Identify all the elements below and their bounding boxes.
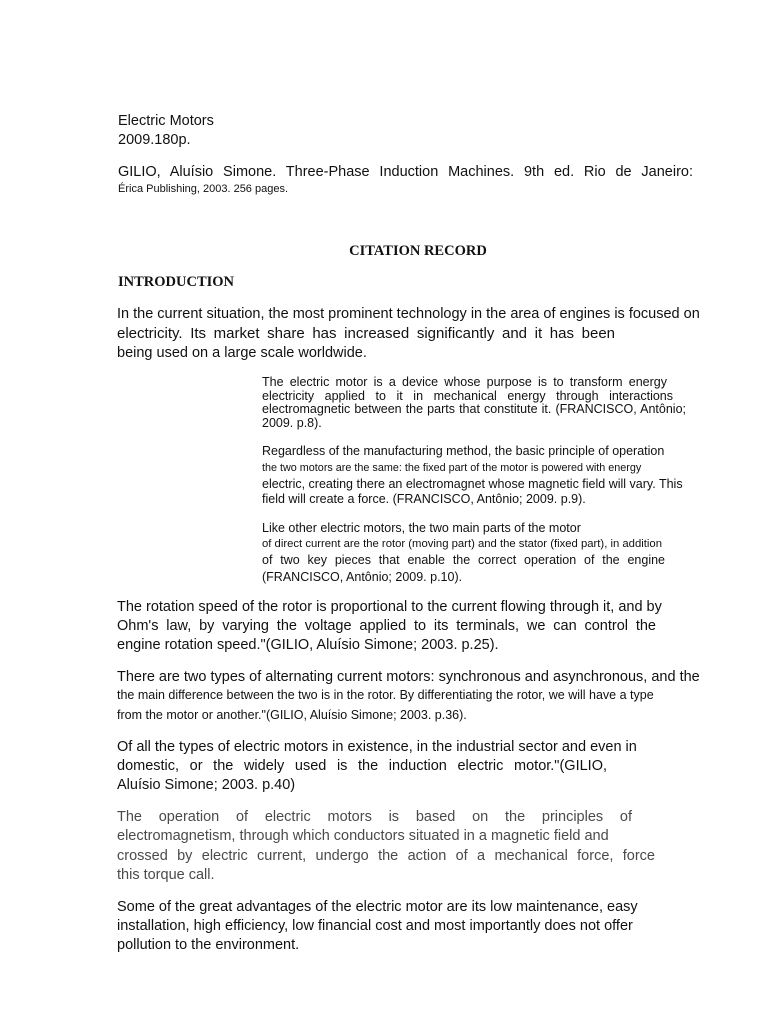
reference-line-2: Érica Publishing, 2003. 256 pages. bbox=[118, 183, 289, 195]
quote-2-line-3: electric, creating there an electromagnet whose magnetic field will vary. This bbox=[262, 477, 683, 491]
body-4-line-3: crossed by electric current, undergo the action of a mechanical force, force bbox=[117, 848, 655, 864]
quote-1-line-4: 2009. p.8). bbox=[262, 416, 322, 430]
quote-3-line-4: (FRANCISCO, Antônio; 2009. p.10). bbox=[262, 570, 463, 584]
citation-record-title: CITATION RECORD bbox=[349, 243, 487, 259]
body-1-line-1: The rotation speed of the rotor is proportional to the current flowing through it, and by bbox=[117, 599, 662, 615]
body-2-line-2: the main difference between the two is in the rotor. By differentiating the rotor, we will have a type bbox=[117, 688, 654, 702]
body-1-line-3: engine rotation speed."(GILIO, Aluísio Simone; 2003. p.25). bbox=[117, 637, 499, 653]
quote-3-line-2: of direct current are the rotor (moving part) and the stator (fixed part), in addition bbox=[262, 538, 662, 550]
body-5-line-1: Some of the great advantages of the electric motor are its low maintenance, easy bbox=[117, 899, 638, 915]
body-4-line-1: The operation of electric motors is based on the principles of bbox=[117, 809, 632, 825]
quote-1-line-3: electromagnetic between the parts that constitute it. (FRANCISCO, Antônio; bbox=[262, 402, 686, 416]
intro-line-1: In the current situation, the most prominent technology in the area of engines is focused on bbox=[117, 306, 700, 322]
header-line-2: 2009.180p. bbox=[118, 132, 191, 148]
quote-2-line-2: the two motors are the same: the fixed part of the motor is powered with energy bbox=[262, 462, 642, 474]
body-2-line-3: from the motor or another."(GILIO, Aluísio Simone; 2003. p.36). bbox=[117, 708, 467, 722]
body-5-line-2: installation, high efficiency, low financial cost and most importantly does not offer bbox=[117, 918, 633, 934]
intro-line-2: electricity. Its market share has increased significantly and it has been bbox=[117, 325, 615, 342]
header-line-1: Electric Motors bbox=[118, 113, 214, 129]
body-2-line-1: There are two types of alternating current motors: synchronous and asynchronous, and the bbox=[117, 669, 700, 685]
body-3-line-1: Of all the types of electric motors in existence, in the industrial sector and even in bbox=[117, 739, 637, 755]
quote-2-line-1: Regardless of the manufacturing method, the basic principle of operation bbox=[262, 444, 665, 458]
quote-1-line-1: The electric motor is a device whose purpose is to transform energy bbox=[262, 375, 667, 389]
quote-2-line-4: field will create a force. (FRANCISCO, Antônio; 2009. p.9). bbox=[262, 492, 586, 506]
introduction-heading: INTRODUCTION bbox=[118, 274, 235, 290]
body-3-line-3: Aluísio Simone; 2003. p.40) bbox=[117, 777, 296, 793]
body-4-line-2: electromagnetism, through which conductors situated in a magnetic field and bbox=[117, 828, 609, 844]
body-3-line-2: domestic, or the widely used is the induction electric motor."(GILIO, bbox=[117, 758, 607, 774]
body-5-line-3: pollution to the environment. bbox=[117, 937, 300, 953]
quote-3-line-1: Like other electric motors, the two main parts of the motor bbox=[262, 521, 581, 535]
quote-1-line-2: electricity applied to it in mechanical energy through interactions bbox=[262, 389, 673, 403]
body-1-line-2: Ohm's law, by varying the voltage applied to its terminals, we can control the bbox=[117, 618, 656, 634]
intro-line-3: being used on a large scale worldwide. bbox=[117, 345, 367, 361]
reference-line-1: GILIO, Aluísio Simone. Three-Phase Induction Machines. 9th ed. Rio de Janeiro: bbox=[118, 164, 693, 180]
body-4-line-4: this torque call. bbox=[117, 867, 215, 883]
quote-3-line-3: of two key pieces that enable the correct operation of the engine bbox=[262, 553, 665, 567]
